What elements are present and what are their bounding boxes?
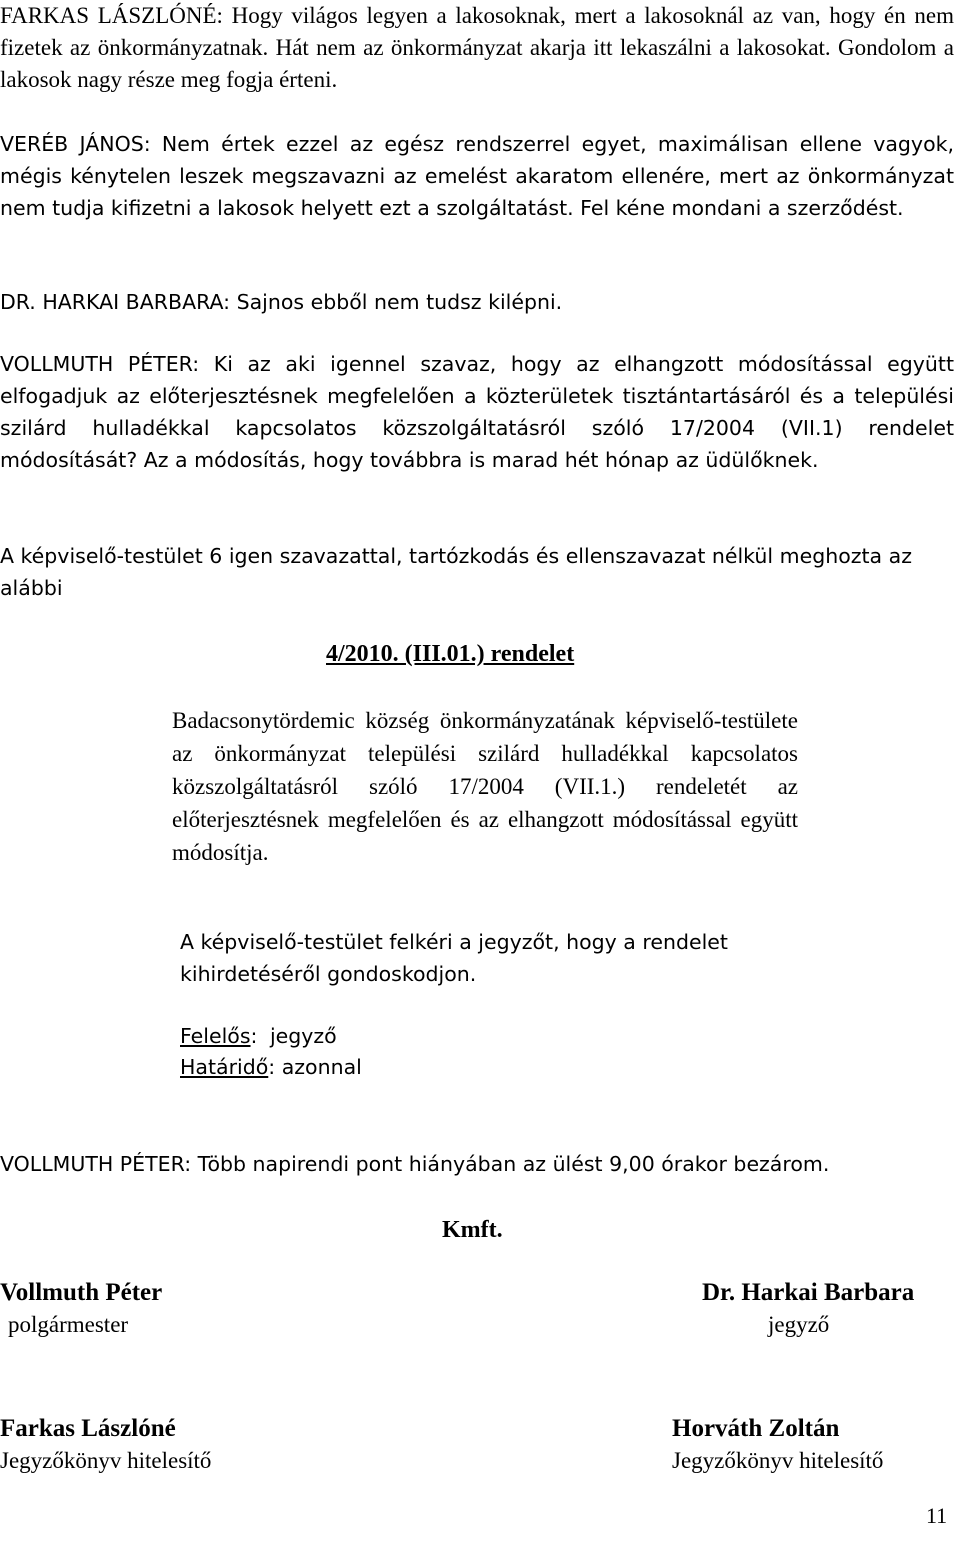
auth2-name: Horváth Zoltán [672,1415,840,1442]
request-paragraph: A képviselő-testület felkéri a jegyzőt, hogy a rendelet kihirdetéséről gondoskodjon. [180,930,728,986]
paragraph-vote: A képviselő-testület 6 igen szavazattal, tartózkodás és ellenszavazat nélkül meghozta az alábbi [0,544,912,600]
notary-title: jegyző [768,1312,830,1337]
responsible-colon: : [250,1024,258,1048]
paragraph-harkai: DR. HARKAI BARBARA: Sajnos ebből nem tudsz kilépni. [0,290,563,314]
deadline-colon: : [268,1055,276,1079]
deadline-line [180,1051,362,1083]
auth1-name: Farkas Lászlóné [0,1415,176,1442]
responsible-line [180,1020,337,1052]
decree-body: Badacsonytördemic község önkormányzatának képviselő-testülete az önkormányzat települési szilárd hulladékkal kapcsolatos közszolgáltatásról szóló 17/2004 (VII.1.) rendeletét az előterjesztésnek megfelelően és az elhangzott módosítással együtt módosítja. [172,708,798,865]
mayor-name: Vollmuth Péter [0,1279,163,1306]
decree-title: 4/2010. (III.01.) rendelet [326,641,575,667]
page-number: 11 [926,1503,948,1528]
paragraph-vereb: VERÉB JÁNOS: Nem értek ezzel az egész rendszerrel egyet, maximálisan ellene vagyok, mégis kénytelen leszek megszavazni az emelést akaratom ellenére, mert az önkormányzat nem tudja kifizetni a lakosok helyett ezt a szolgáltatást. Fel kéne mondani a szerződést. [0,132,954,220]
responsible-value: jegyző [269,1024,337,1048]
auth2-title: Jegyzőkönyv hitelesítő [672,1448,884,1473]
mayor-title: polgármester [8,1312,129,1337]
paragraph-vollmuth-1: VOLLMUTH PÉTER: Ki az aki igennel szavaz, hogy az elhangzott módosítással együtt elfogadjuk az előterjesztésnek megfelelően a közterületek tisztántartásáról és a települési szilárd hulladékkal kapcsolatos közszolgáltatásról szóló 17/2004 (VII.1) rendelet módosítását? Az a módosítás, hogy továbbra is marad hét hónap az üdülőknek. [0,352,954,472]
signature-authenticator-2 [672,1413,883,1477]
responsible-label: Felelős [180,1024,251,1048]
signature-mayor [0,1277,162,1341]
deadline-value: azonnal [281,1055,362,1079]
paragraph-farkas-1: FARKAS LÁSZLÓNÉ: Hogy világos legyen a lakosoknak, mert a lakosoknál az van, hogy én nem fizetek az önkormányzatnak. Hát nem az önkormányzat akarja itt lekaszálni a lakosokat. Gondolom a lakosok nagy része meg fogja érteni. [0,3,954,92]
signature-notary [702,1277,914,1341]
auth1-title: Jegyzőkönyv hitelesítő [0,1448,212,1473]
deadline-label: Határidő [180,1055,269,1079]
notary-name: Dr. Harkai Barbara [702,1279,915,1306]
signature-authenticator-1 [0,1413,211,1477]
kmft-label: Kmft. [442,1217,503,1243]
closing-paragraph: VOLLMUTH PÉTER: Több napirendi pont hiányában az ülést 9,00 órakor bezárom. [0,1152,830,1176]
